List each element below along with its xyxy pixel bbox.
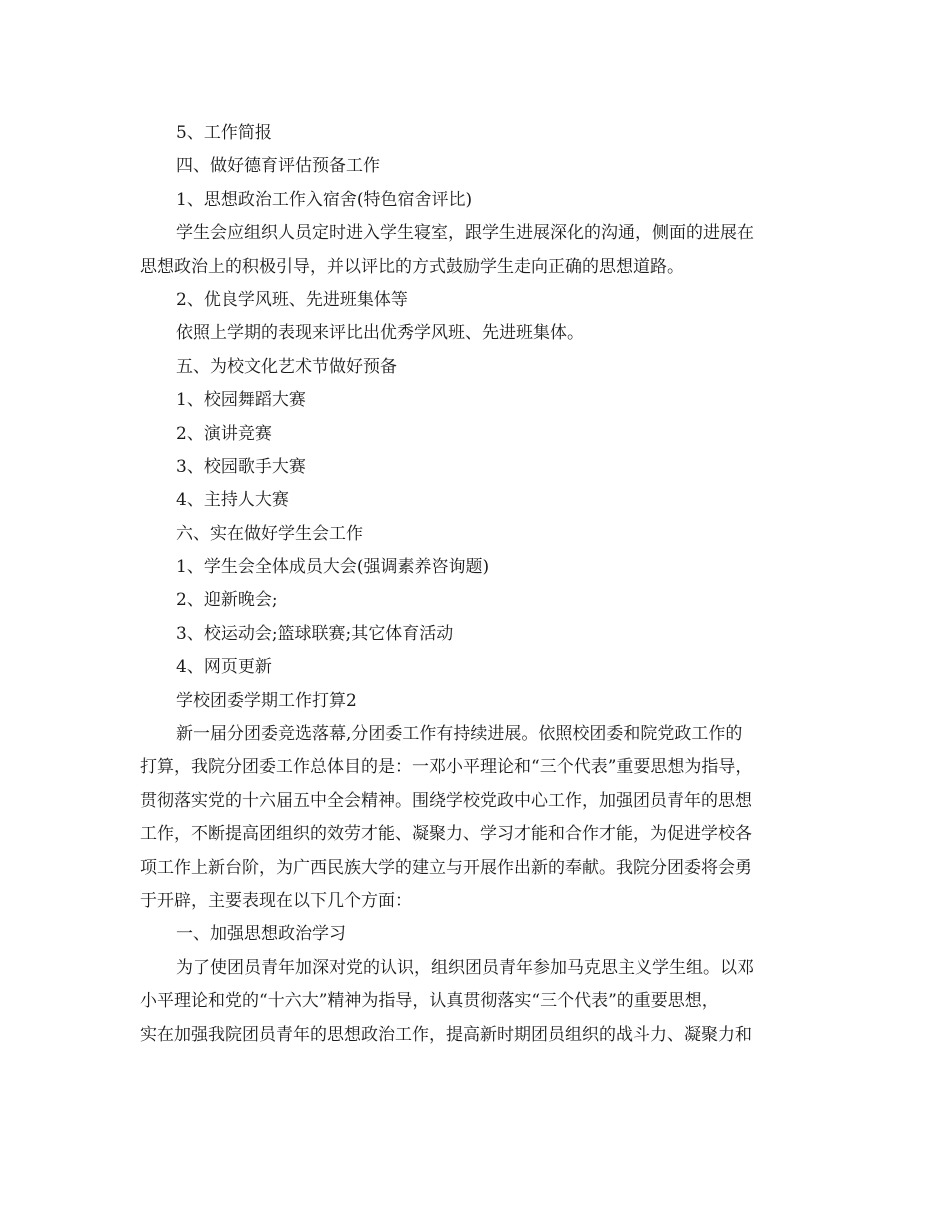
paragraph-line: 于开辟，主要表现在以下几个方面： bbox=[140, 890, 412, 911]
list-item: 2、优良学风班、先进班集体等 bbox=[176, 289, 408, 310]
section-heading: 四、做好德育评估预备工作 bbox=[176, 156, 380, 177]
paragraph-line: 贯彻落实党的十六届五中全会精神。围绕学校党政中心工作，加强团员青年的思想 bbox=[140, 790, 752, 811]
list-item: 1、校园舞蹈大赛 bbox=[176, 390, 306, 411]
document-body bbox=[140, 117, 820, 1052]
paragraph-line: 依照上学期的表现来评比出优秀学风班、先进班集体。 bbox=[176, 323, 584, 344]
list-item: 3、校园歌手大赛 bbox=[176, 456, 306, 477]
list-item: 3、校运动会;篮球联赛;其它体育活动 bbox=[176, 623, 454, 644]
list-item: 2、演讲竞赛 bbox=[176, 423, 272, 444]
list-item: 4、网页更新 bbox=[176, 657, 272, 678]
document-subtitle: 学校团委学期工作打算2 bbox=[176, 690, 357, 711]
paragraph-line: 学生会应组织人员定时进入学生寝室，跟学生进展深化的沟通，侧面的进展在 bbox=[176, 223, 754, 244]
list-item: 5、工作简报 bbox=[176, 123, 272, 143]
list-item: 1、思想政治工作入宿舍(特色宿舍评比) bbox=[176, 189, 473, 210]
list-item: 1、学生会全体成员大会(强调素养咨询题) bbox=[176, 557, 490, 578]
paragraph-line: 打算，我院分团委工作总体目的是：一邓小平理论和“三个代表”重要思想为指导， bbox=[140, 757, 753, 778]
paragraph-line: 实在加强我院团员青年的思想政治工作，提高新时期团员组织的战斗力、凝聚力和 bbox=[140, 1024, 752, 1045]
list-item: 2、迎新晚会; bbox=[176, 590, 278, 611]
section-heading: 六、实在做好学生会工作 bbox=[176, 523, 363, 544]
paragraph-line: 思想政治上的积极引导，并以评比的方式鼓励学生走向正确的思想道路。 bbox=[140, 256, 684, 277]
section-heading: 五、为校文化艺术节做好预备 bbox=[176, 356, 397, 377]
section-heading: 一、加强思想政治学习 bbox=[176, 924, 346, 945]
paragraph-line: 新一届分团委竞选落幕,分团委工作有持续进展。依照校团委和院党政工作的 bbox=[176, 724, 743, 745]
paragraph-line: 项工作上新台阶，为广西民族大学的建立与开展作出新的奉献。我院分团委将会勇 bbox=[140, 857, 752, 878]
paragraph-line: 小平理论和党的“十六大”精神为指导，认真贯彻落实“三个代表”的重要思想， bbox=[140, 991, 719, 1012]
paragraph-line: 为了使团员青年加深对党的认识，组织团员青年参加马克思主义学生组。以邓 bbox=[176, 957, 754, 978]
paragraph-line: 工作，不断提高团组织的效劳才能、凝聚力、学习才能和合作才能，为促进学校各 bbox=[140, 824, 752, 845]
list-item: 4、主持人大赛 bbox=[176, 490, 289, 511]
